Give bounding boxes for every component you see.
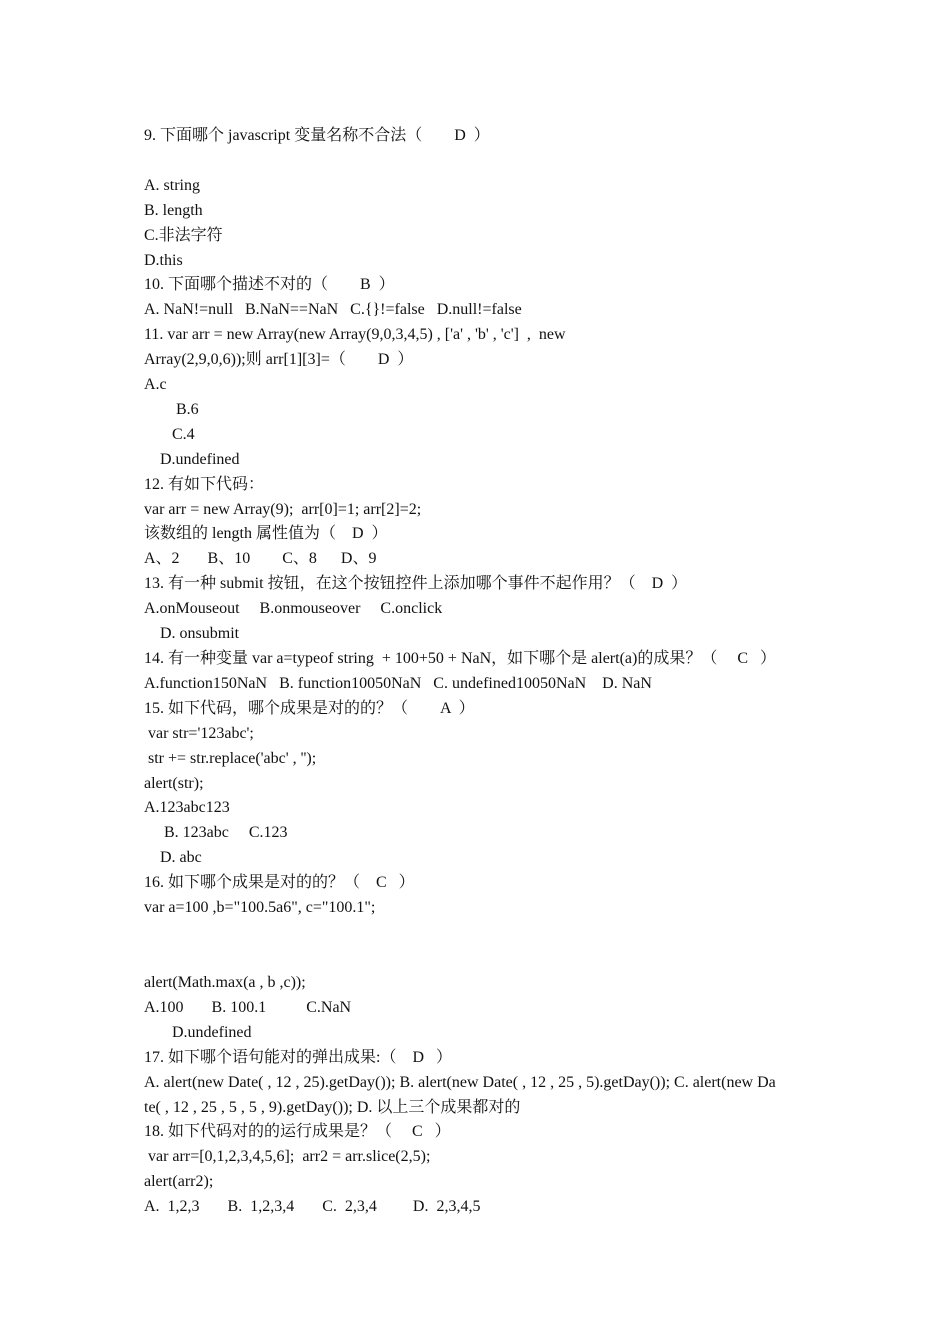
q10-options: A. NaN!=null B.NaN==NaN C.{}!=false D.null!=false: [144, 301, 522, 319]
q18-question: 18. 如下代码对的的运行成果是？（ C ）: [144, 1123, 451, 1141]
document-page: [144, 124, 814, 1220]
q13-question: 13. 有一种 submit 按钮，在这个按钮控件上添加哪个事件不起作用？（ D ）: [144, 575, 688, 593]
q9-option-b: B. length: [144, 201, 203, 219]
q11-option-d: D.undefined: [144, 450, 240, 468]
q17-question: 17. 如下哪个语句能对的弹出成果:（ D ）: [144, 1048, 453, 1066]
blank-gap: [144, 921, 814, 971]
q18-options: A. 1,2,3 B. 1,2,3,4 C. 2,3,4 D. 2,3,4,5: [144, 1198, 481, 1216]
q15-options-bc: B. 123abc C.123: [144, 824, 288, 842]
q14-question: 14. 有一种变量 var a=typeof string + 100+50 + NaN，如下哪个是 alert(a)的成果？（ C ）: [144, 650, 777, 668]
q10-question: 10. 下面哪个描述不对的（ B ）: [144, 276, 395, 294]
q12-question: 12. 有如下代码：: [144, 475, 265, 493]
q9-option-c: C.非法字符: [144, 226, 223, 244]
q16-question: 16. 如下哪个成果是对的的？（ C ）: [144, 874, 415, 892]
q9-option-d: D.this: [144, 251, 183, 269]
blank-line: [144, 149, 814, 174]
q14-options: A.function150NaN B. function10050NaN C. undefined10050NaN D. NaN: [144, 674, 652, 692]
q11-option-c: C.4: [144, 425, 195, 443]
q15-option-a: A.123abc123: [144, 799, 230, 817]
q9-question: 9. 下面哪个 javascript 变量名称不合法（ D ）: [144, 127, 490, 144]
q12-options: A、2 B、10 C、8 D、9: [144, 550, 377, 568]
q9-option-a: A. string: [144, 176, 200, 194]
q16-code-line2: alert(Math.max(a , b ,c));: [144, 973, 306, 991]
q13-options-abc: A.onMouseout B.onmouseover C.onclick: [144, 600, 443, 618]
q15-code-line1: var str='123abc';: [144, 724, 254, 742]
q15-question: 15. 如下代码，哪个成果是对的的？（ A ）: [144, 699, 475, 717]
q17-options-line2: te( , 12 , 25 , 5 , 5 , 9).getDay()); D. 以上三个成果都对的: [144, 1098, 521, 1116]
q16-option-d: D.undefined: [144, 1023, 252, 1041]
q11-question-line2: Array(2,9,0,6));则 arr[1][3]=（ D ）: [144, 351, 414, 369]
q17-options-line1: A. alert(new Date( , 12 , 25).getDay()); B. alert(new Date( , 12 , 25 , 5).getDay()); C. alert(new Da: [144, 1073, 776, 1091]
q11-question-line1: 11. var arr = new Array(new Array(9,0,3,4,5) , ['a' , 'b' , 'c'] , new: [144, 326, 566, 344]
q12-prompt: 该数组的 length 属性值为（ D ）: [144, 525, 388, 543]
q12-code: var arr = new Array(9); arr[0]=1; arr[2]=2;: [144, 500, 422, 518]
q11-option-a: A.c: [144, 376, 167, 394]
q15-code-line3: alert(str);: [144, 774, 204, 792]
q18-code-line1: var arr=[0,1,2,3,4,5,6]; arr2 = arr.slice(2,5);: [144, 1148, 431, 1166]
q15-code-line2: str += str.replace('abc' , '');: [144, 749, 317, 767]
q11-option-b: B.6: [144, 400, 199, 418]
q15-option-d: D. abc: [144, 849, 202, 867]
q16-options-abc: A.100 B. 100.1 C.NaN: [144, 998, 352, 1016]
q13-option-d: D. onsubmit: [144, 625, 240, 643]
q18-code-line2: alert(arr2);: [144, 1173, 214, 1191]
q16-code-line1: var a=100 ,b="100.5a6", c="100.1";: [144, 899, 376, 917]
